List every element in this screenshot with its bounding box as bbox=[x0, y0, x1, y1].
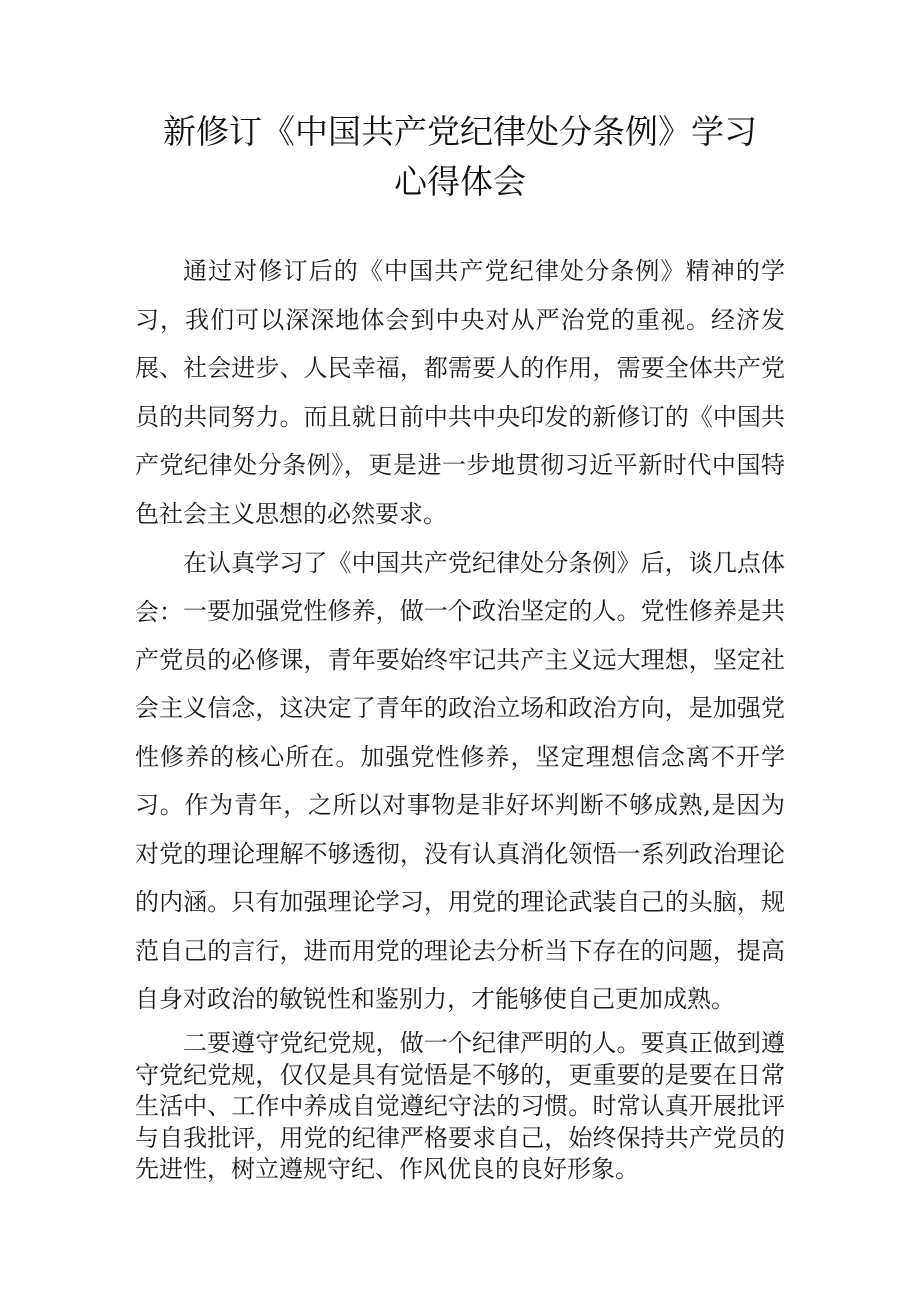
document-title-line-2: 心得体会 bbox=[394, 162, 526, 201]
paragraph-point-two: 二要遵守党纪党规，做一个纪律严明的人。要真正做到遵守党纪党规，仅仅是具有觉悟是不够的，更重要的是要在日常生活中、工作中养成自觉遵纪守法的习惯。时常认真开展批评与自我批评，用党的纪律严格要求自己，始终保持共产党员的先进性，树立遵规守纪、作风优良的良好形象。 bbox=[135, 1029, 785, 1183]
document-title-line-1: 新修订《中国共产党纪律处分条例》学习 bbox=[163, 112, 757, 151]
paragraph-point-one: 一要加强党性修养，做一个政治坚定的人。党性修养是共产党员的必修课，青年要始终牢记共产主义远大理想，坚定社会主义信念，这决定了青年的政治立场和政治方向，是加强党性修养的核心所在。加强党性修养，坚定理想信念离不开学习。作为青年，之所以对事物是非好坏判断不够成熟,是因为对党的理论理解不够透彻，没有认真消化领悟一系列政治理论的内涵。只有加强理论学习，用党的理论武装自己的头脑，规范自己的言行，进而用党的理论去分析当下存在的问题，提高自身对政治的敏锐性和鉴别力，才能够使自己更加成熟。 bbox=[135, 597, 785, 1013]
paragraph-lead-in: 在认真学习了《中国共产党纪律处分条例》后，谈几点体会： bbox=[135, 549, 785, 626]
paragraph-intro: 通过对修订后的《中国共产党纪律处分条例》精神的学习，我们可以深深地体会到中央对从严治党的重视。经济发展、社会进步、人民幸福，都需要人的作用，需要全体共产党员的共同努力。而且就日前中共中央印发的新修订的《中国共产党纪律处分条例》，更是进一步地贯彻习近平新时代中国特色社会主义思想的必然要求。 bbox=[135, 257, 785, 528]
